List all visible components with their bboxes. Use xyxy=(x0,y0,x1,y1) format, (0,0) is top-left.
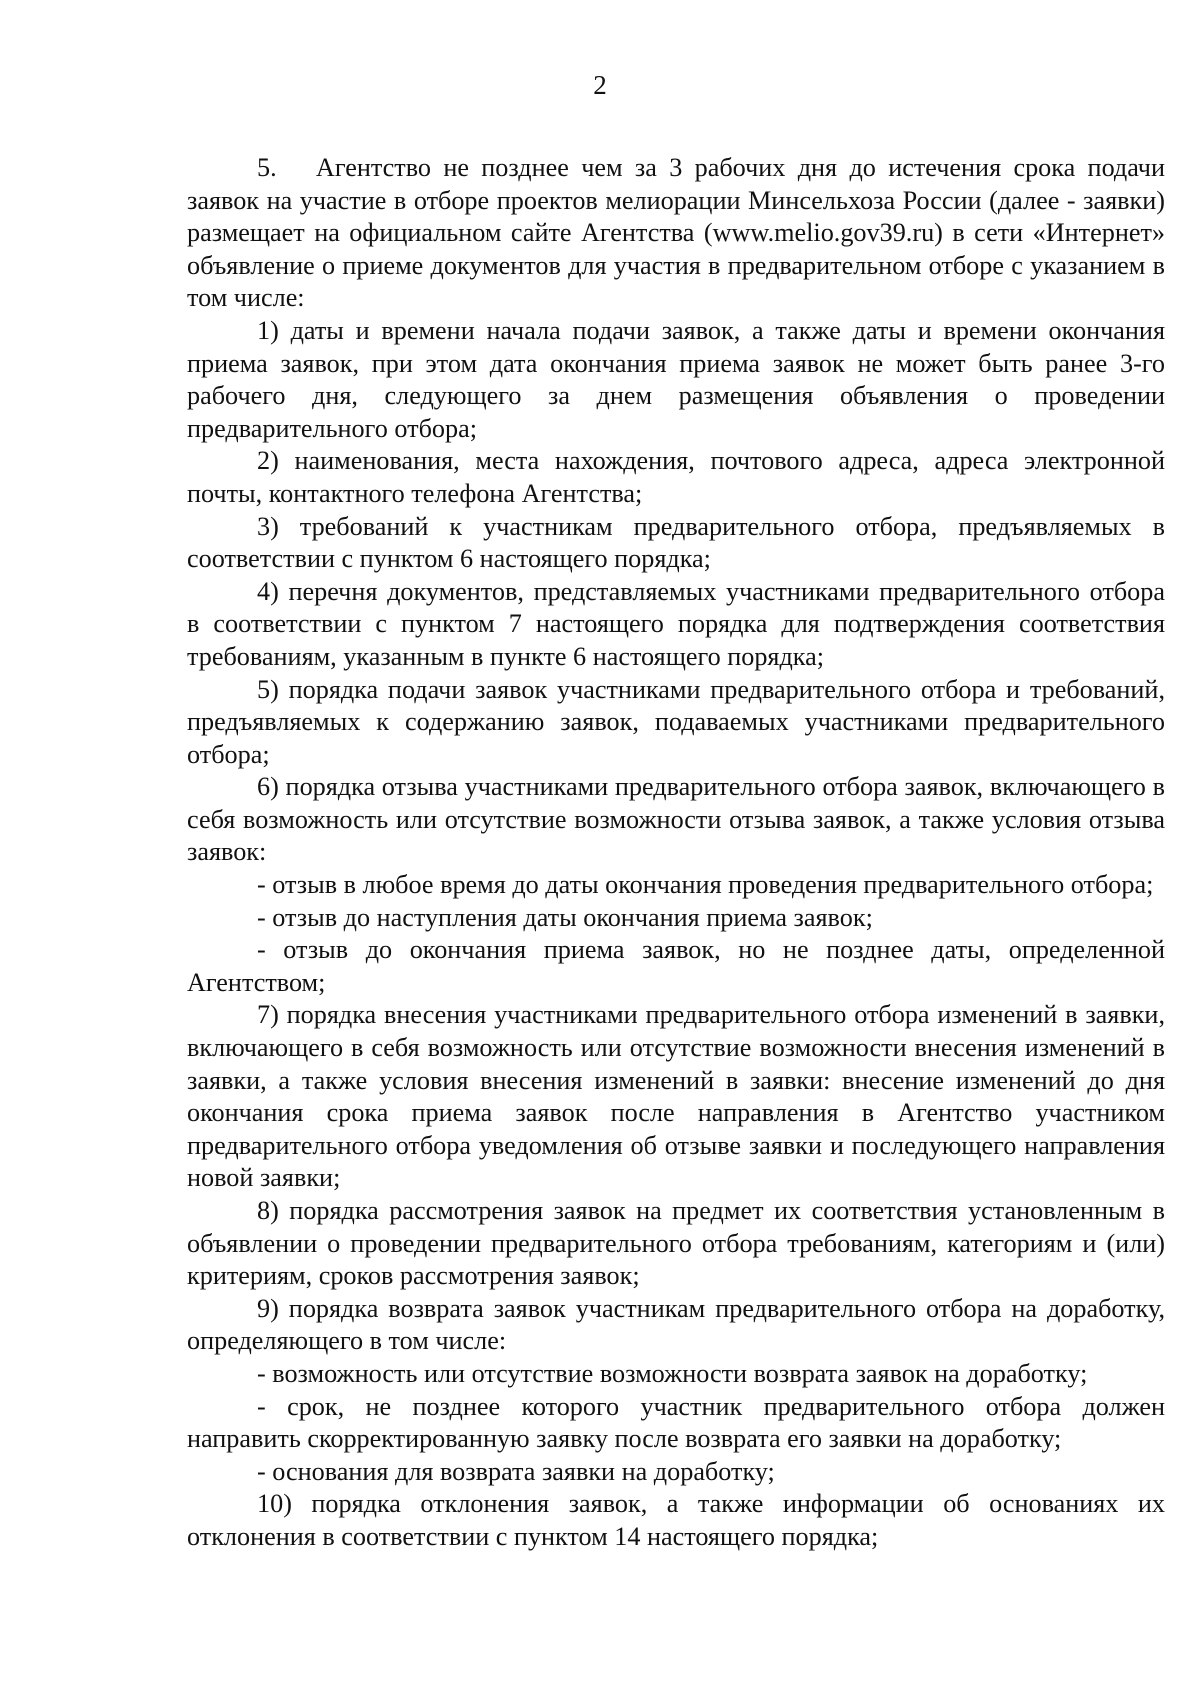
sub-item-withdraw-before-deadline: - отзыв до наступления даты окончания приема заявок; xyxy=(257,902,873,932)
list-item-5: 5) порядка подачи заявок участниками предварительного отбора и требований, предъявляемых к содержанию заявок, подаваемых участниками предварительного отбора; xyxy=(187,674,1165,769)
sub-item-return-possibility: - возможность или отсутствие возможности возврата заявок на доработку; xyxy=(257,1358,1088,1388)
page-number: 2 xyxy=(593,70,607,100)
sub-item-return-grounds: - основания для возврата заявки на доработку; xyxy=(257,1456,775,1486)
list-item-2: 2) наименования, места нахождения, почтового адреса, адреса электронной почты, контактного телефона Агентства; xyxy=(187,446,1165,508)
list-item-6: 6) порядка отзыва участниками предварительного отбора заявок, включающего в себя возможность или отсутствие возможности отзыва заявок, а также условия отзыва заявок: xyxy=(187,772,1165,867)
sub-item-return-deadline: - срок, не позднее которого участник предварительного отбора должен направить скорректированную заявку после возврата его заявки на доработку; xyxy=(187,1391,1165,1454)
list-item-4: 4) перечня документов, представляемых участниками предварительного отбора в соответствии с пунктом 7 настоящего порядка для подтверждения соответствия требованиям, указанным в пункте 6 настоящего порядка; xyxy=(187,576,1165,671)
list-item-9: 9) порядка возврата заявок участникам предварительного отбора на доработку, определяющего в том числе: xyxy=(187,1293,1165,1356)
sub-item-withdraw-anytime: - отзыв в любое время до даты окончания проведения предварительного отбора; xyxy=(257,870,1154,900)
list-item-3: 3) требований к участникам предварительного отбора, предъявляемых в соответствии с пунктом 6 настоящего порядка; xyxy=(187,511,1165,574)
sub-item-withdraw-agency-date: - отзыв до окончания приема заявок, но не позднее даты, определенной Агентством; xyxy=(187,935,1165,997)
paragraph-5: 5. Агентство не позднее чем за 3 рабочих дня до истечения срока подачи заявок на участие в отборе проектов мелиорации Минсельхоза России (далее - заявки) размещает на официальном сайте Агентства (www.melio.gov39.ru) в сети «Интернет» объявление о приеме документов для участия в предварительном отборе с указанием в том числе: xyxy=(187,153,1165,313)
list-item-8: 8) порядка рассмотрения заявок на предмет их соответствия установленным в объявлении о проведении предварительного отбора требованиям, категориям и (или) критериям, сроков рассмотрения заявок; xyxy=(187,1196,1165,1291)
list-item-7: 7) порядка внесения участниками предварительного отбора изменений в заявки, включающего в себя возможность или отсутствие возможности внесения изменений в заявки, а также условия внесения изменений в заявки: внесение изменений до дня окончания срока приема заявок после направления в Агентство участником предварительного отбора уведомления об отзыве заявки и последующего направления новой заявки; xyxy=(187,1000,1165,1193)
document-body xyxy=(187,152,1165,1554)
list-item-10: 10) порядка отклонения заявок, а также информации об основаниях их отклонения в соответствии с пунктом 14 настоящего порядка; xyxy=(187,1489,1165,1551)
list-item-1: 1) даты и времени начала подачи заявок, а также даты и времени окончания приема заявок, при этом дата окончания приема заявок не может быть ранее 3-го рабочего дня, следующего за днем размещения объявления о проведении предварительного отбора; xyxy=(187,315,1165,443)
